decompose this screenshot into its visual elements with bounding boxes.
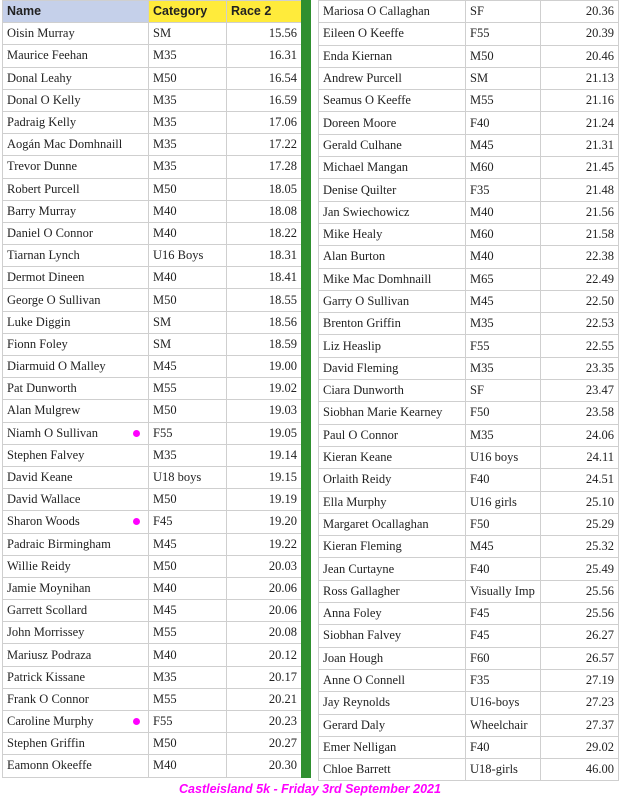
table-row	[3, 23, 302, 45]
table-row	[319, 134, 619, 156]
table-row	[3, 222, 302, 244]
runner-name: Orlaith Reidy	[319, 469, 466, 491]
runner-name: Garrett Scollard	[3, 600, 149, 622]
runner-time: 26.57	[541, 647, 619, 669]
runner-category: F40	[466, 736, 541, 758]
runner-category: F55	[149, 422, 227, 444]
runner-time: 22.55	[541, 335, 619, 357]
table-row	[319, 714, 619, 736]
table-row	[3, 378, 302, 400]
runner-time: 17.06	[227, 111, 302, 133]
runner-category: M50	[149, 178, 227, 200]
table-row	[319, 513, 619, 535]
runner-time: 23.47	[541, 380, 619, 402]
runner-name: Chloe Barrett	[319, 759, 466, 781]
runner-name: Donal Leahy	[3, 67, 149, 89]
table-row	[319, 313, 619, 335]
runner-category: F60	[466, 647, 541, 669]
runner-category: M35	[466, 357, 541, 379]
table-row	[319, 246, 619, 268]
table-row	[3, 755, 302, 777]
runner-name: Diarmuid O Malley	[3, 356, 149, 378]
runner-category: M45	[466, 536, 541, 558]
runner-time: 20.46	[541, 45, 619, 67]
table-row	[319, 268, 619, 290]
runner-time: 20.27	[227, 733, 302, 755]
runner-time: 21.58	[541, 223, 619, 245]
runner-category: M50	[149, 489, 227, 511]
table-row	[319, 90, 619, 112]
table-row	[319, 558, 619, 580]
runner-name: Jamie Moynihan	[3, 577, 149, 599]
runner-category: U16 girls	[466, 491, 541, 513]
runner-time: 19.03	[227, 400, 302, 422]
runner-category: M50	[149, 555, 227, 577]
table-row	[319, 536, 619, 558]
table-row	[3, 200, 302, 222]
table-row	[3, 289, 302, 311]
runner-time: 18.22	[227, 222, 302, 244]
runner-name: Gerald Culhane	[319, 134, 466, 156]
runner-category: M55	[466, 90, 541, 112]
table-row	[3, 466, 302, 488]
runner-category: M35	[149, 134, 227, 156]
runner-time: 19.05	[227, 422, 302, 444]
runner-category: F45	[466, 625, 541, 647]
table-row	[3, 600, 302, 622]
runner-time: 21.48	[541, 179, 619, 201]
runner-name: Padraic Birmingham	[3, 533, 149, 555]
runner-category: M50	[149, 733, 227, 755]
table-row	[3, 533, 302, 555]
runner-category: SM	[149, 333, 227, 355]
runner-name: Willie Reidy	[3, 555, 149, 577]
runner-time: 29.02	[541, 736, 619, 758]
table-row	[319, 380, 619, 402]
runner-time: 25.32	[541, 536, 619, 558]
runner-category: SF	[466, 1, 541, 23]
runner-name: Alan Burton	[319, 246, 466, 268]
table-row	[3, 489, 302, 511]
runner-name: John Morrissey	[3, 622, 149, 644]
runner-name: Andrew Purcell	[319, 67, 466, 89]
runner-category: M35	[149, 666, 227, 688]
table-row	[3, 577, 302, 599]
runner-category: M35	[466, 313, 541, 335]
runner-time: 22.53	[541, 313, 619, 335]
runner-name: Liz Heaslip	[319, 335, 466, 357]
event-caption: Castleisland 5k - Friday 3rd September 2021	[179, 782, 441, 796]
table-row	[319, 45, 619, 67]
runner-category: M55	[149, 688, 227, 710]
runner-name: Doreen Moore	[319, 112, 466, 134]
runner-time: 24.06	[541, 424, 619, 446]
runner-name: Robert Purcell	[3, 178, 149, 200]
table-row	[3, 267, 302, 289]
runner-name: Seamus O Keeffe	[319, 90, 466, 112]
name-column-header: Name	[3, 1, 149, 23]
runner-time: 15.56	[227, 23, 302, 45]
runner-name: Enda Kiernan	[319, 45, 466, 67]
runner-category: F50	[466, 402, 541, 424]
runner-time: 21.56	[541, 201, 619, 223]
runner-time: 27.37	[541, 714, 619, 736]
results-table-left	[2, 0, 302, 778]
runner-category: M45	[149, 533, 227, 555]
runner-category: M35	[149, 89, 227, 111]
runner-name: Stephen Falvey	[3, 444, 149, 466]
runner-name: Ross Gallagher	[319, 580, 466, 602]
runner-name: Daniel O Connor	[3, 222, 149, 244]
runner-time: 25.56	[541, 580, 619, 602]
runner-category: M40	[149, 644, 227, 666]
runner-time: 20.36	[541, 1, 619, 23]
runner-category: U16 boys	[466, 446, 541, 468]
table-row	[3, 511, 302, 533]
table-row	[319, 469, 619, 491]
runner-name: Mariusz Podraza	[3, 644, 149, 666]
table-row	[319, 335, 619, 357]
runner-category: M55	[149, 378, 227, 400]
runner-name: Margaret Ocallaghan	[319, 513, 466, 535]
runner-name: Aogán Mac Domhnaill	[3, 134, 149, 156]
table-row	[319, 157, 619, 179]
table-row	[3, 245, 302, 267]
runner-category: M50	[149, 289, 227, 311]
left-table-body	[3, 23, 302, 777]
runner-category: F45	[149, 511, 227, 533]
runner-time: 46.00	[541, 759, 619, 781]
results-table-left-panel	[2, 0, 301, 778]
runner-category: M65	[466, 268, 541, 290]
runner-time: 22.38	[541, 246, 619, 268]
table-row	[319, 201, 619, 223]
table-row	[3, 422, 302, 444]
runner-time: 18.59	[227, 333, 302, 355]
runner-time: 20.17	[227, 666, 302, 688]
runner-name: Caroline Murphy	[3, 711, 149, 733]
table-row	[319, 424, 619, 446]
runner-name: Fionn Foley	[3, 333, 149, 355]
runner-time: 27.23	[541, 692, 619, 714]
runner-time: 17.28	[227, 156, 302, 178]
runner-category: M40	[466, 201, 541, 223]
runner-name: Siobhan Falvey	[319, 625, 466, 647]
runner-time: 20.21	[227, 688, 302, 710]
table-row	[319, 446, 619, 468]
runner-name: Dermot Dineen	[3, 267, 149, 289]
table-row	[319, 692, 619, 714]
runner-name: Ella Murphy	[319, 491, 466, 513]
table-row	[3, 444, 302, 466]
runner-category: F40	[466, 558, 541, 580]
runner-category: SM	[149, 23, 227, 45]
runner-category: F55	[466, 335, 541, 357]
header-row	[3, 1, 302, 23]
runner-time: 21.45	[541, 157, 619, 179]
runner-category: F35	[466, 179, 541, 201]
runner-name: Gerard Daly	[319, 714, 466, 736]
table-row	[3, 45, 302, 67]
runner-category: M40	[149, 577, 227, 599]
runner-name: Luke Diggin	[3, 311, 149, 333]
runner-name: Kieran Keane	[319, 446, 466, 468]
runner-time: 23.58	[541, 402, 619, 424]
runner-time: 25.56	[541, 603, 619, 625]
table-row	[319, 290, 619, 312]
runner-name: Mike Mac Domhnaill	[319, 268, 466, 290]
runner-name: Kieran Fleming	[319, 536, 466, 558]
race-column-header: Race 2	[227, 1, 302, 23]
runner-category: M50	[466, 45, 541, 67]
table-row	[3, 622, 302, 644]
table-row	[3, 688, 302, 710]
table-row	[319, 759, 619, 781]
runner-category: M45	[149, 356, 227, 378]
runner-name: Denise Quilter	[319, 179, 466, 201]
runner-category: F50	[466, 513, 541, 535]
table-row	[3, 666, 302, 688]
runner-category: F55	[466, 23, 541, 45]
runner-category: M40	[149, 755, 227, 777]
runner-category: M35	[149, 444, 227, 466]
runner-time: 21.24	[541, 112, 619, 134]
table-row	[319, 223, 619, 245]
runner-time: 23.35	[541, 357, 619, 379]
runner-category: F40	[466, 469, 541, 491]
runner-name: Garry O Sullivan	[319, 290, 466, 312]
runner-time: 20.03	[227, 555, 302, 577]
table-row	[319, 647, 619, 669]
runner-name: Eamonn Okeeffe	[3, 755, 149, 777]
runner-time: 26.27	[541, 625, 619, 647]
runner-category: U18 boys	[149, 466, 227, 488]
table-row	[319, 580, 619, 602]
runner-name: Mike Healy	[319, 223, 466, 245]
runner-name: Patrick Kissane	[3, 666, 149, 688]
runner-name: Joan Hough	[319, 647, 466, 669]
table-row	[319, 112, 619, 134]
runner-time: 19.00	[227, 356, 302, 378]
table-row	[3, 134, 302, 156]
table-row	[3, 333, 302, 355]
runner-time: 20.39	[541, 23, 619, 45]
table-row	[319, 1, 619, 23]
runner-time: 20.08	[227, 622, 302, 644]
runner-time: 18.56	[227, 311, 302, 333]
runner-name: Mariosa O Callaghan	[319, 1, 466, 23]
runner-time: 25.29	[541, 513, 619, 535]
runner-name: Niamh O Sullivan	[3, 422, 149, 444]
runner-name: Pat Dunworth	[3, 378, 149, 400]
runner-category: M55	[149, 622, 227, 644]
runner-category: F40	[466, 112, 541, 134]
runner-time: 18.05	[227, 178, 302, 200]
table-row	[3, 711, 302, 733]
runner-category: U18-girls	[466, 759, 541, 781]
runner-category: M35	[149, 111, 227, 133]
runner-name: David Fleming	[319, 357, 466, 379]
runner-name: Anna Foley	[319, 603, 466, 625]
runner-category: Visually Imp	[466, 580, 541, 602]
table-row	[319, 669, 619, 691]
runner-name: Paul O Connor	[319, 424, 466, 446]
runner-time: 19.15	[227, 466, 302, 488]
runner-name: Ciara Dunworth	[319, 380, 466, 402]
runner-category: M40	[466, 246, 541, 268]
runner-category: F55	[149, 711, 227, 733]
runner-time: 21.16	[541, 90, 619, 112]
runner-name: Padraig Kelly	[3, 111, 149, 133]
green-divider	[301, 0, 311, 778]
runner-category: U16-boys	[466, 692, 541, 714]
table-row	[319, 603, 619, 625]
runner-name: Emer Nelligan	[319, 736, 466, 758]
runner-category: M60	[466, 223, 541, 245]
results-table-right	[318, 0, 619, 781]
runner-category: F35	[466, 669, 541, 691]
table-row	[3, 156, 302, 178]
runner-name: Jay Reynolds	[319, 692, 466, 714]
runner-category: M45	[466, 290, 541, 312]
runner-name: Alan Mulgrew	[3, 400, 149, 422]
runner-category: M40	[149, 200, 227, 222]
runner-time: 17.22	[227, 134, 302, 156]
table-row	[3, 311, 302, 333]
runner-time: 27.19	[541, 669, 619, 691]
runner-time: 18.41	[227, 267, 302, 289]
runner-name: Stephen Griffin	[3, 733, 149, 755]
runner-name: George O Sullivan	[3, 289, 149, 311]
runner-name: Brenton Griffin	[319, 313, 466, 335]
runner-name: Donal O Kelly	[3, 89, 149, 111]
runner-time: 19.02	[227, 378, 302, 400]
runner-category: M35	[466, 424, 541, 446]
runner-time: 16.59	[227, 89, 302, 111]
runner-time: 20.12	[227, 644, 302, 666]
right-table-body	[319, 1, 619, 781]
runner-category: M40	[149, 267, 227, 289]
runner-category: U16 Boys	[149, 245, 227, 267]
runner-category: Wheelchair	[466, 714, 541, 736]
runner-time: 24.11	[541, 446, 619, 468]
table-row	[3, 644, 302, 666]
runner-category: SM	[466, 67, 541, 89]
table-row	[3, 733, 302, 755]
runner-category: M50	[149, 400, 227, 422]
table-row	[319, 23, 619, 45]
table-row	[319, 402, 619, 424]
table-row	[319, 67, 619, 89]
runner-category: M40	[149, 222, 227, 244]
runner-time: 19.20	[227, 511, 302, 533]
runner-name: Anne O Connell	[319, 669, 466, 691]
runner-name: Jean Curtayne	[319, 558, 466, 580]
table-row	[3, 400, 302, 422]
runner-category: M35	[149, 156, 227, 178]
runner-time: 25.10	[541, 491, 619, 513]
runner-name: Barry Murray	[3, 200, 149, 222]
highlight-dot-icon	[133, 430, 140, 437]
runner-time: 20.30	[227, 755, 302, 777]
runner-time: 18.55	[227, 289, 302, 311]
runner-time: 20.06	[227, 577, 302, 599]
runner-name: Trevor Dunne	[3, 156, 149, 178]
runner-category: F45	[466, 603, 541, 625]
table-row	[3, 356, 302, 378]
runner-time: 22.50	[541, 290, 619, 312]
runner-category: M45	[466, 134, 541, 156]
runner-category: SM	[149, 311, 227, 333]
runner-name: David Keane	[3, 466, 149, 488]
runner-name: Tiarnan Lynch	[3, 245, 149, 267]
table-row	[319, 736, 619, 758]
table-row	[319, 625, 619, 647]
table-row	[3, 178, 302, 200]
runner-category: SF	[466, 380, 541, 402]
table-row	[319, 179, 619, 201]
table-row	[3, 89, 302, 111]
table-row	[3, 111, 302, 133]
runner-time: 18.08	[227, 200, 302, 222]
runner-category: M60	[466, 157, 541, 179]
results-table-right-panel	[318, 0, 618, 781]
runner-time: 19.22	[227, 533, 302, 555]
runner-name: Siobhan Marie Kearney	[319, 402, 466, 424]
runner-category: M50	[149, 67, 227, 89]
runner-time: 25.49	[541, 558, 619, 580]
runner-name: David Wallace	[3, 489, 149, 511]
runner-name: Eileen O Keeffe	[319, 23, 466, 45]
runner-time: 16.54	[227, 67, 302, 89]
runner-time: 22.49	[541, 268, 619, 290]
runner-name: Maurice Feehan	[3, 45, 149, 67]
runner-time: 16.31	[227, 45, 302, 67]
table-row	[3, 67, 302, 89]
runner-name: Frank O Connor	[3, 688, 149, 710]
runner-time: 20.06	[227, 600, 302, 622]
runner-name: Jan Swiechowicz	[319, 201, 466, 223]
runner-name: Sharon Woods	[3, 511, 149, 533]
runner-time: 24.51	[541, 469, 619, 491]
category-column-header: Category	[149, 1, 227, 23]
runner-category: M35	[149, 45, 227, 67]
table-row	[319, 357, 619, 379]
runner-time: 21.31	[541, 134, 619, 156]
table-row	[319, 491, 619, 513]
runner-time: 20.23	[227, 711, 302, 733]
runner-name: Michael Mangan	[319, 157, 466, 179]
runner-time: 19.19	[227, 489, 302, 511]
highlight-dot-icon	[133, 718, 140, 725]
table-row	[3, 555, 302, 577]
runner-time: 19.14	[227, 444, 302, 466]
runner-time: 18.31	[227, 245, 302, 267]
highlight-dot-icon	[133, 518, 140, 525]
runner-name: Oisin Murray	[3, 23, 149, 45]
runner-time: 21.13	[541, 67, 619, 89]
runner-category: M45	[149, 600, 227, 622]
